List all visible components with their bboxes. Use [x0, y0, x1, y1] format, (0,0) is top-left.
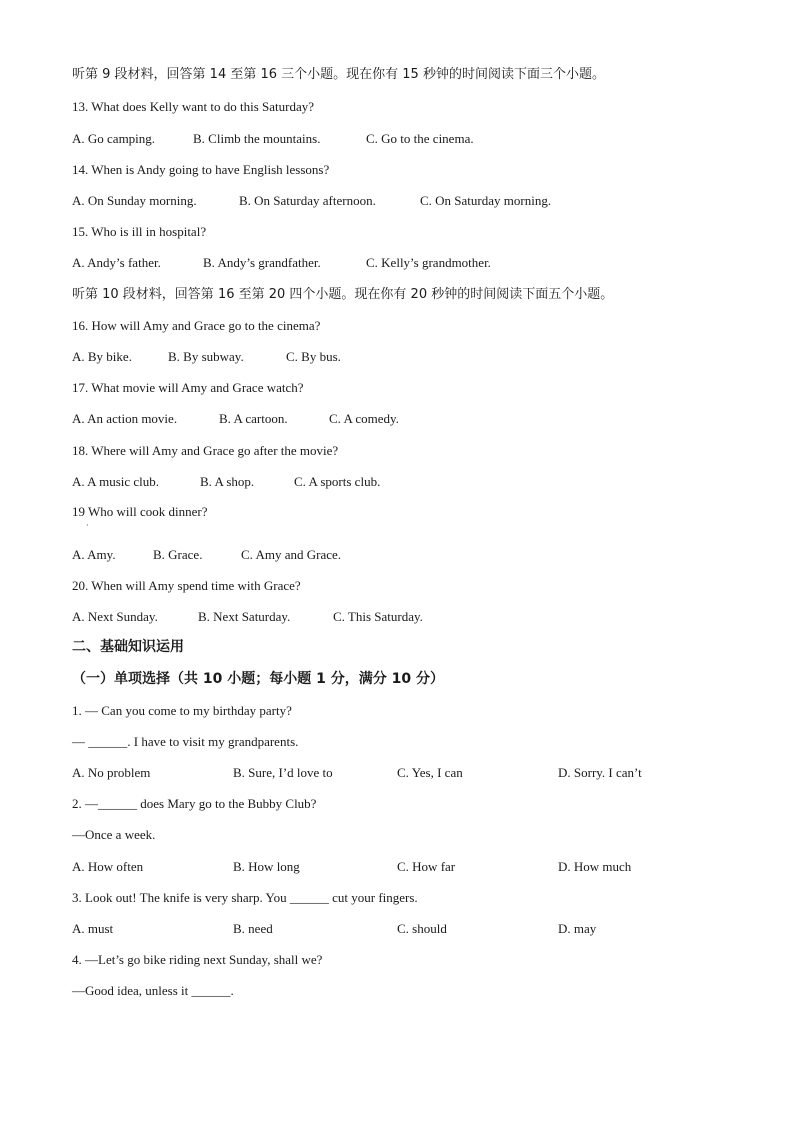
- option-c1-a: A. No problem: [72, 765, 151, 780]
- option-c1-b: B. Sure, I’d love to: [233, 765, 333, 780]
- option-c2-b: B. How long: [233, 859, 300, 874]
- part-subheading: （一）单项选择（共 10 小题；每小题 1 分，满分 10 分）: [72, 671, 444, 687]
- choice-2-line-2: —Once a week.: [72, 827, 156, 842]
- option-c2-a: A. How often: [72, 859, 144, 874]
- option-17-b: B. A cartoon.: [219, 411, 288, 426]
- choice-1-line-2: — ______. I have to visit my grandparents.: [72, 734, 299, 749]
- option-16-c: C. By bus.: [286, 349, 341, 364]
- choice-2-line-1: 2. —______ does Mary go to the Bubby Club?: [72, 796, 317, 811]
- question-19: 19 Who will cook dinner?: [72, 504, 208, 519]
- option-18-b: B. A shop.: [200, 474, 255, 489]
- part-heading: 二、基础知识运用: [72, 639, 184, 655]
- option-15-b: B. Andy’s grandfather.: [203, 255, 321, 270]
- option-c3-d: D. may: [558, 921, 597, 936]
- option-20-c: C. This Saturday.: [333, 609, 423, 624]
- option-13-c: C. Go to the cinema.: [366, 131, 474, 146]
- decorative-dot: ·: [86, 521, 89, 530]
- question-18: 18. Where will Amy and Grace go after the movie?: [72, 443, 339, 458]
- option-17-c: C. A comedy.: [329, 411, 399, 426]
- option-19-c: C. Amy and Grace.: [241, 547, 342, 562]
- option-c2-c: C. How far: [397, 859, 456, 874]
- option-16-b: B. By subway.: [168, 349, 244, 364]
- question-17: 17. What movie will Amy and Grace watch?: [72, 380, 304, 395]
- option-17-a: A. An action movie.: [72, 411, 178, 426]
- option-18-a: A. A music club.: [72, 474, 160, 489]
- option-c3-a: A. must: [72, 921, 114, 936]
- option-13-b: B. Climb the mountains.: [193, 131, 321, 146]
- section-instruction-9: 听第 9 段材料，回答第 14 至第 16 三个小题。现在你有 15 秒钟的时间阅读下面三个小题。: [72, 67, 605, 82]
- question-16: 16. How will Amy and Grace go to the cinema?: [72, 318, 321, 333]
- question-13: 13. What does Kelly want to do this Saturday?: [72, 99, 315, 114]
- option-14-b: B. On Saturday afternoon.: [239, 193, 376, 208]
- option-19-b: B. Grace.: [153, 547, 203, 562]
- option-15-a: A. Andy’s father.: [72, 255, 161, 270]
- choice-4-line-2: —Good idea, unless it ______.: [72, 983, 234, 998]
- option-18-c: C. A sports club.: [294, 474, 381, 489]
- question-20: 20. When will Amy spend time with Grace?: [72, 578, 301, 593]
- option-c1-d: D. Sorry. I can’t: [558, 765, 642, 780]
- option-c3-b: B. need: [233, 921, 273, 936]
- option-20-a: A. Next Sunday.: [72, 609, 158, 624]
- option-c3-c: C. should: [397, 921, 447, 936]
- option-13-a: A. Go camping.: [72, 131, 156, 146]
- option-19-a: A. Amy.: [72, 547, 116, 562]
- choice-4-line-1: 4. —Let’s go bike riding next Sunday, shall we?: [72, 952, 323, 967]
- choice-3-line-1: 3. Look out! The knife is very sharp. You ______ cut your fingers.: [72, 890, 418, 905]
- option-16-a: A. By bike.: [72, 349, 132, 364]
- section-instruction-10: 听第 10 段材料，回答第 16 至第 20 四个小题。现在你有 20 秒钟的时间阅读下面五个小题。: [72, 287, 614, 302]
- option-20-b: B. Next Saturday.: [198, 609, 291, 624]
- choice-1-line-1: 1. — Can you come to my birthday party?: [72, 703, 292, 718]
- option-14-a: A. On Sunday morning.: [72, 193, 197, 208]
- option-c1-c: C. Yes, I can: [397, 765, 463, 780]
- option-14-c: C. On Saturday morning.: [420, 193, 552, 208]
- question-14: 14. When is Andy going to have English lessons?: [72, 162, 330, 177]
- option-c2-d: D. How much: [558, 859, 632, 874]
- option-15-c: C. Kelly’s grandmother.: [366, 255, 491, 270]
- question-15: 15. Who is ill in hospital?: [72, 224, 207, 239]
